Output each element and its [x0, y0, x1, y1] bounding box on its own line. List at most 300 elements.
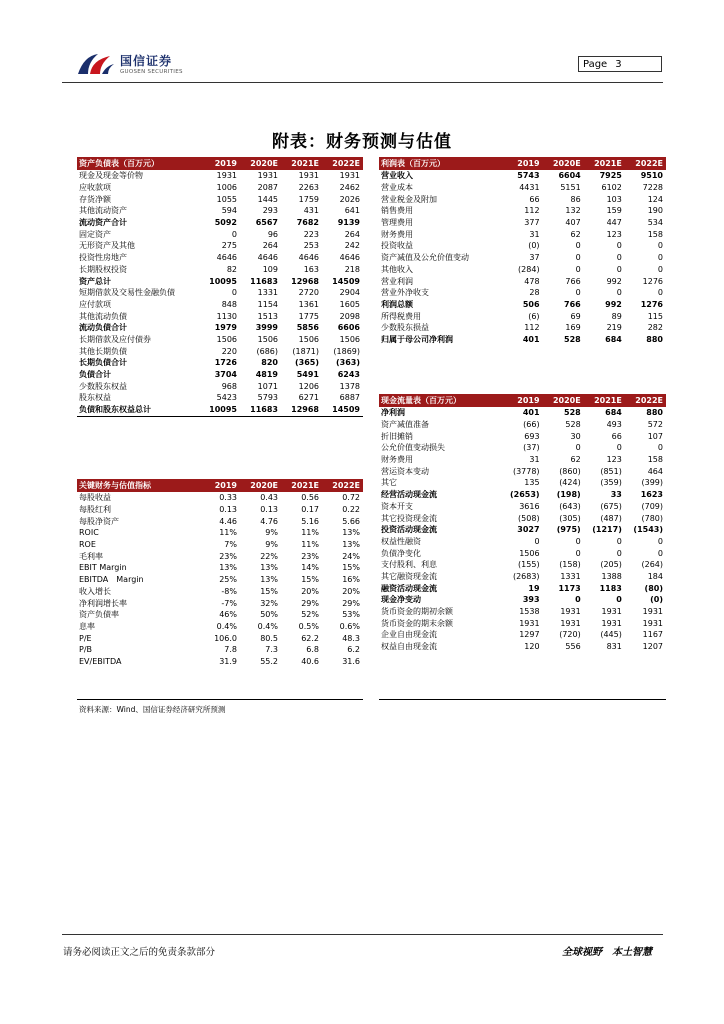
cash-flow-row-label: 负债净变化	[381, 548, 421, 558]
key-metrics-value-cell: 5.16	[301, 516, 319, 526]
cash-flow-value-cell: 1931	[519, 618, 540, 628]
key-metrics-value-cell: 4.76	[260, 516, 278, 526]
balance-sheet-value-cell: 9139	[337, 218, 360, 228]
logo-chinese-name: 国信证券	[120, 54, 173, 68]
cash-flow-value-cell: (508)	[518, 513, 540, 523]
cash-flow-value-cell: 0	[575, 536, 581, 546]
balance-sheet-value-cell: 5092	[214, 218, 237, 228]
income-statement-row-label: 财务费用	[381, 229, 413, 239]
balance-sheet-row	[77, 322, 363, 334]
cash-flow-row	[379, 559, 666, 571]
income-statement-value-cell: 401	[522, 334, 540, 344]
balance-sheet-value-cell: 223	[303, 229, 319, 239]
cash-flow-year-header: 2020E	[543, 394, 584, 407]
cash-flow-row	[379, 501, 666, 513]
income-statement-row	[379, 182, 666, 194]
income-statement-value-cell: 528	[564, 334, 581, 344]
cash-flow-title-cell: 现金流量表（百万元）	[379, 394, 501, 407]
cash-flow-value-cell: (198)	[556, 490, 581, 500]
income-statement-value-cell: 684	[605, 334, 622, 344]
balance-sheet-value-cell: 275	[221, 241, 237, 251]
page-title: 附表：财务预测与估值	[272, 132, 452, 152]
income-statement-value-cell: 992	[606, 276, 622, 286]
key-metrics-header-row	[77, 479, 363, 492]
balance-sheet-value-cell: 6567	[255, 218, 278, 228]
key-metrics-value-cell: 13%	[260, 575, 278, 585]
income-statement-value-cell: 4431	[519, 183, 540, 193]
cash-flow-row-label: 资本开支	[381, 501, 413, 511]
income-statement-value-cell: 37	[529, 253, 540, 263]
page-number: 3	[615, 59, 622, 70]
cash-flow-value-cell: 0	[534, 536, 540, 546]
cash-flow-value-cell: 120	[524, 642, 540, 652]
balance-sheet-value-cell: 1206	[298, 381, 319, 391]
balance-sheet-value-cell: 1726	[214, 358, 237, 368]
balance-sheet-value-cell: 0	[231, 288, 237, 298]
cash-flow-value-cell: 0	[616, 443, 622, 453]
income-statement-table	[379, 157, 666, 345]
key-metrics-value-cell: 62.2	[301, 633, 319, 643]
balance-sheet-value-cell: 2098	[339, 311, 360, 321]
key-metrics-row	[77, 539, 363, 551]
key-metrics-row	[77, 632, 363, 644]
key-metrics-row	[77, 609, 363, 621]
balance-sheet-row	[77, 252, 363, 264]
income-statement-year-header: 2019	[501, 157, 542, 170]
income-statement-value-cell: 159	[606, 206, 622, 216]
income-statement-row-label: 投资收益	[381, 241, 413, 251]
balance-sheet-value-cell: 1759	[298, 194, 319, 204]
key-metrics-value-cell: 15%	[342, 563, 360, 573]
balance-sheet-value-cell: 218	[344, 264, 360, 274]
income-statement-value-cell: 132	[565, 206, 581, 216]
cash-flow-value-cell: (780)	[641, 513, 663, 523]
balance-sheet-value-cell: 2462	[339, 183, 360, 193]
balance-sheet-row	[77, 310, 363, 322]
cash-flow-value-cell: (359)	[600, 478, 622, 488]
income-statement-value-cell: 0	[575, 288, 581, 298]
cash-flow-value-cell: (37)	[523, 443, 540, 453]
key-metrics-row	[77, 597, 363, 609]
key-metrics-value-cell: 13%	[342, 540, 360, 550]
balance-sheet-value-cell: 6887	[339, 393, 360, 403]
cash-flow-value-cell: (851)	[600, 466, 622, 476]
income-statement-value-cell: 190	[647, 206, 663, 216]
key-metrics-value-cell: -7%	[221, 598, 237, 608]
cash-flow-row	[379, 419, 666, 431]
balance-sheet-row	[77, 217, 363, 229]
balance-sheet-value-cell: 0	[231, 229, 237, 239]
key-metrics-value-cell: 0.13	[219, 505, 237, 515]
balance-sheet-value-cell: 220	[221, 346, 237, 356]
balance-sheet-value-cell: (686)	[256, 346, 278, 356]
income-statement-value-cell: 62	[570, 229, 581, 239]
key-metrics-value-cell: -8%	[221, 586, 237, 596]
key-metrics-value-cell: 46%	[219, 610, 237, 620]
cash-flow-value-cell: 19	[528, 583, 540, 593]
balance-sheet-row-label: 其他流动负债	[79, 311, 127, 321]
key-metrics-value-cell: 6.8	[306, 645, 319, 655]
balance-sheet-value-cell: 1331	[257, 288, 278, 298]
balance-sheet-value-cell: 4646	[257, 253, 278, 263]
income-statement-value-cell: 534	[647, 218, 663, 228]
key-metrics-value-cell: 40.6	[301, 656, 319, 666]
cash-flow-value-cell: 1207	[642, 642, 663, 652]
balance-sheet-value-cell: 1506	[257, 334, 278, 344]
cash-flow-value-cell: 1297	[519, 630, 540, 640]
income-statement-value-cell: 219	[606, 323, 622, 333]
cash-flow-value-cell: 393	[522, 595, 540, 605]
key-metrics-value-cell: 53%	[342, 610, 360, 620]
balance-sheet-row	[77, 275, 363, 287]
balance-sheet-row-label: 流动资产合计	[79, 218, 127, 228]
balance-sheet-value-cell: 4646	[339, 253, 360, 263]
income-statement-value-cell: 0	[616, 241, 622, 251]
cash-flow-value-cell: 3616	[519, 501, 540, 511]
balance-sheet-row-label: 固定资产	[79, 229, 111, 239]
key-metrics-value-cell: 0.72	[342, 493, 360, 503]
cash-flow-value-cell: 464	[647, 466, 663, 476]
balance-sheet-value-cell: 242	[344, 241, 360, 251]
company-slogan: 全球视野 本土智慧	[562, 947, 652, 958]
balance-sheet-value-cell: 1931	[298, 171, 319, 181]
income-statement-value-cell: 31	[529, 229, 540, 239]
cash-flow-row	[379, 547, 666, 559]
balance-sheet-value-cell: 968	[221, 381, 237, 391]
key-metrics-row	[77, 515, 363, 527]
balance-sheet-value-cell: 1055	[216, 194, 237, 204]
income-statement-value-cell: (0)	[528, 241, 540, 251]
cash-flow-row	[379, 536, 666, 548]
income-statement-value-cell: 447	[606, 218, 622, 228]
income-statement-value-cell: 992	[605, 299, 622, 309]
income-statement-value-cell: 377	[524, 218, 540, 228]
cash-flow-value-cell: (675)	[600, 501, 622, 511]
balance-sheet-value-cell: 11683	[250, 405, 278, 415]
balance-sheet-bottom-rule	[77, 416, 363, 417]
key-metrics-value-cell: 0.4%	[257, 621, 278, 631]
key-metrics-value-cell: 11%	[301, 540, 319, 550]
cash-flow-row-label: 其它	[381, 478, 397, 488]
balance-sheet-row-label: 现金及现金等价物	[79, 171, 143, 181]
income-statement-value-cell: 1276	[640, 299, 663, 309]
income-statement-value-cell: 115	[647, 311, 663, 321]
balance-sheet-row-label: 长期借款及应付债券	[79, 334, 151, 344]
key-metrics-year-header: 2022E	[322, 479, 363, 492]
balance-sheet-row	[77, 392, 363, 404]
balance-sheet-value-cell: 1506	[339, 334, 360, 344]
balance-sheet-value-cell: 264	[344, 229, 360, 239]
income-statement-row	[379, 275, 666, 287]
disclaimer-note: 请务必阅读正文之后的免责条款部分	[63, 947, 216, 958]
key-metrics-row	[77, 550, 363, 562]
cash-flow-value-cell: 1173	[558, 583, 581, 593]
cash-flow-value-cell: 1388	[601, 571, 622, 581]
balance-sheet-value-cell: 3704	[214, 370, 237, 380]
cash-flow-value-cell: (643)	[559, 501, 581, 511]
balance-sheet-value-cell: 14509	[332, 276, 360, 286]
cash-flow-value-cell: (424)	[559, 478, 581, 488]
income-statement-row	[379, 170, 666, 182]
cash-flow-row-label: 货币资金的期初余额	[381, 607, 453, 617]
key-metrics-value-cell: 15%	[301, 575, 319, 585]
key-metrics-value-cell: 13%	[219, 563, 237, 573]
balance-sheet-value-cell: (1869)	[333, 346, 360, 356]
page-label: Page	[583, 59, 608, 70]
income-statement-year-header: 2020E	[543, 157, 584, 170]
income-statement-row	[379, 240, 666, 252]
balance-sheet-value-cell: 5856	[296, 323, 319, 333]
key-metrics-row-label: 每股红利	[79, 505, 111, 515]
key-metrics-row	[77, 527, 363, 539]
balance-sheet-value-cell: (365)	[294, 358, 319, 368]
key-metrics-value-cell: 23%	[301, 551, 319, 561]
balance-sheet-value-cell: 1445	[257, 194, 278, 204]
balance-sheet-row-label: 长期股权投资	[79, 264, 127, 274]
balance-sheet-row-label: 存货净额	[79, 194, 111, 204]
cash-flow-value-cell: 123	[606, 455, 622, 465]
balance-sheet-value-cell: 7682	[296, 218, 319, 228]
balance-sheet-value-cell: 2087	[257, 183, 278, 193]
key-metrics-value-cell: 29%	[342, 598, 360, 608]
cash-flow-row	[379, 430, 666, 442]
income-statement-row-label: 归属于母公司净利润	[381, 334, 453, 344]
cash-flow-value-cell: (66)	[523, 420, 540, 430]
key-metrics-row-label: 息率	[79, 621, 95, 631]
balance-sheet-row-label: 无形资产及其他	[79, 241, 135, 251]
cash-flow-value-cell: (264)	[641, 560, 663, 570]
cash-flow-value-cell: (1543)	[633, 525, 663, 535]
income-statement-value-cell: 6604	[558, 171, 581, 181]
balance-sheet-value-cell: 1006	[216, 183, 237, 193]
income-statement-row	[379, 299, 666, 311]
cash-flow-value-cell: 158	[647, 455, 663, 465]
cash-flow-row	[379, 512, 666, 524]
cash-flow-row	[379, 617, 666, 629]
key-metrics-value-cell: 23%	[219, 551, 237, 561]
income-statement-value-cell: 1276	[642, 276, 663, 286]
cash-flow-row-label: 货币资金的期末余额	[381, 618, 453, 628]
cash-flow-value-cell: 31	[529, 455, 540, 465]
cash-flow-value-cell: (2653)	[509, 490, 540, 500]
cash-flow-row	[379, 489, 666, 501]
key-metrics-value-cell: 4.46	[219, 516, 237, 526]
income-statement-row-label: 利润总额	[381, 299, 413, 309]
key-metrics-value-cell: 0.17	[301, 505, 319, 515]
balance-sheet-value-cell: 1506	[216, 334, 237, 344]
balance-sheet-row-label: 流动负债合计	[79, 323, 127, 333]
key-metrics-row-label: P/B	[79, 645, 93, 655]
income-statement-row	[379, 310, 666, 322]
balance-sheet-value-cell: 2904	[339, 288, 360, 298]
cash-flow-value-cell: 0	[575, 443, 581, 453]
income-statement-row-label: 管理费用	[381, 218, 413, 228]
cash-flow-value-cell: 1931	[560, 618, 581, 628]
balance-sheet-value-cell: 641	[344, 206, 360, 216]
income-statement-value-cell: 0	[616, 253, 622, 263]
cash-flow-value-cell: (399)	[641, 478, 663, 488]
cash-flow-value-cell: 572	[647, 420, 663, 430]
header-divider	[62, 82, 663, 83]
cash-flow-value-cell: (1217)	[592, 525, 622, 535]
cash-flow-row-label: 其它投资现金流	[381, 513, 437, 523]
income-statement-row-label: 销售费用	[381, 206, 413, 216]
balance-sheet-row-label: 短期借款及交易性金融负债	[79, 288, 175, 298]
balance-sheet-row	[77, 404, 363, 416]
cash-flow-year-header: 2021E	[584, 394, 625, 407]
key-metrics-value-cell: 22%	[260, 551, 278, 561]
income-statement-value-cell: 506	[522, 299, 540, 309]
key-metrics-value-cell: 7%	[224, 540, 237, 550]
balance-sheet-row	[77, 228, 363, 240]
cash-flow-row-label: 财务费用	[381, 455, 413, 465]
key-metrics-value-cell: 9%	[265, 540, 278, 550]
key-metrics-value-cell: 106.0	[214, 633, 237, 643]
balance-sheet-row	[77, 369, 363, 381]
key-metrics-title-cell: 关键财务与估值指标	[77, 479, 199, 492]
key-metrics-value-cell: 7.8	[224, 645, 237, 655]
income-statement-value-cell: 9510	[640, 171, 663, 181]
key-metrics-value-cell: 11%	[301, 528, 319, 538]
key-metrics-row-label: EV/EBITDA	[79, 656, 122, 666]
cash-flow-value-cell: 831	[606, 642, 622, 652]
income-statement-value-cell: 86	[570, 194, 581, 204]
cash-flow-value-cell: 0	[575, 595, 581, 605]
key-metrics-value-cell: 0.13	[260, 505, 278, 515]
cash-flow-row-label: 营运资本变动	[381, 466, 429, 476]
key-metrics-value-cell: 25%	[219, 575, 237, 585]
income-statement-value-cell: 7925	[599, 171, 622, 181]
balance-sheet-title-cell: 资产负债表（百万元）	[77, 157, 199, 170]
key-metrics-year-header: 2019	[199, 479, 240, 492]
cash-flow-value-cell: 1623	[640, 490, 663, 500]
cash-flow-bottom-rule	[379, 699, 666, 700]
balance-sheet-row	[77, 240, 363, 252]
cash-flow-value-cell: 33	[610, 490, 622, 500]
balance-sheet-row-label: 负债合计	[79, 370, 111, 380]
key-metrics-row-label: 每股收益	[79, 493, 111, 503]
income-statement-value-cell: (6)	[528, 311, 540, 321]
cash-flow-value-cell: 30	[570, 431, 581, 441]
cash-flow-value-cell: (2683)	[512, 571, 540, 581]
cash-flow-value-cell: (720)	[559, 630, 581, 640]
cash-flow-value-cell: (0)	[650, 595, 663, 605]
balance-sheet-value-cell: 253	[303, 241, 319, 251]
key-metrics-row	[77, 586, 363, 598]
key-metrics-value-cell: 15%	[260, 586, 278, 596]
cash-flow-row-label: 其它融资现金流	[381, 571, 437, 581]
key-metrics-value-cell: 0.22	[342, 505, 360, 515]
cash-flow-row-label: 资产减值准备	[381, 420, 429, 430]
key-metrics-row-label: EBIT Margin	[79, 563, 127, 573]
cash-flow-row-label: 净利润	[381, 408, 405, 418]
balance-sheet-value-cell: 163	[303, 264, 319, 274]
key-metrics-table	[77, 479, 363, 667]
key-metrics-bottom-rule	[77, 699, 363, 700]
income-statement-row	[379, 193, 666, 205]
cash-flow-value-cell: 1331	[560, 571, 581, 581]
balance-sheet-value-cell: 6606	[337, 323, 360, 333]
balance-sheet-row	[77, 345, 363, 357]
cash-flow-row	[379, 465, 666, 477]
cash-flow-value-cell: 184	[647, 571, 663, 581]
balance-sheet-value-cell: 11683	[250, 276, 278, 286]
income-statement-value-cell: 5743	[517, 171, 540, 181]
page-indicator	[578, 56, 662, 72]
key-metrics-value-cell: 0.56	[301, 493, 319, 503]
key-metrics-value-cell: 20%	[342, 586, 360, 596]
cash-flow-value-cell: 0	[657, 536, 663, 546]
balance-sheet-value-cell: 1605	[339, 299, 360, 309]
cash-flow-value-cell: (445)	[600, 630, 622, 640]
income-statement-value-cell: 766	[564, 299, 581, 309]
balance-sheet-value-cell: 2026	[339, 194, 360, 204]
income-statement-value-cell: 0	[616, 288, 622, 298]
key-metrics-row-label: ROE	[79, 540, 96, 550]
income-statement-value-cell: 6102	[601, 183, 622, 193]
key-metrics-value-cell: 24%	[342, 551, 360, 561]
cash-flow-value-cell: (80)	[644, 583, 663, 593]
cash-flow-row-label: 投资活动现金流	[381, 525, 437, 535]
balance-sheet-value-cell: 848	[221, 299, 237, 309]
cash-flow-row	[379, 629, 666, 641]
cash-flow-row-label: 经营活动现金流	[381, 490, 437, 500]
balance-sheet-value-cell: 431	[303, 206, 319, 216]
key-metrics-row	[77, 562, 363, 574]
key-metrics-row	[77, 621, 363, 633]
balance-sheet-value-cell: 1979	[214, 323, 237, 333]
key-metrics-value-cell: 16%	[342, 575, 360, 585]
key-metrics-row	[77, 644, 363, 656]
cash-flow-row-label: 企业自由现金流	[381, 630, 437, 640]
income-statement-value-cell: 7228	[642, 183, 663, 193]
balance-sheet-table	[77, 157, 363, 415]
key-metrics-value-cell: 13%	[260, 563, 278, 573]
income-statement-value-cell: 0	[657, 288, 663, 298]
balance-sheet-row-label: 其他长期负债	[79, 346, 127, 356]
key-metrics-value-cell: 14%	[301, 563, 319, 573]
cash-flow-row	[379, 582, 666, 594]
balance-sheet-value-cell: 1931	[216, 171, 237, 181]
income-statement-value-cell: 69	[570, 311, 581, 321]
cash-flow-value-cell: 0	[616, 595, 622, 605]
cash-flow-value-cell: 0	[657, 548, 663, 558]
balance-sheet-value-cell: 10095	[209, 405, 237, 415]
cash-flow-value-cell: 1506	[519, 548, 540, 558]
income-statement-value-cell: 0	[575, 241, 581, 251]
logo-english-name: GUOSEN SECURITIES	[120, 69, 183, 75]
balance-sheet-year-header: 2022E	[322, 157, 363, 170]
balance-sheet-value-cell: 1775	[298, 311, 319, 321]
balance-sheet-row	[77, 334, 363, 346]
cash-flow-row	[379, 524, 666, 536]
cash-flow-value-cell: 0	[616, 548, 622, 558]
income-statement-row-label: 营业成本	[381, 183, 413, 193]
key-metrics-row-label: EBITDA Margin	[79, 575, 144, 585]
cash-flow-value-cell: 1931	[560, 607, 581, 617]
cash-flow-row	[379, 606, 666, 618]
cash-flow-year-header: 2022E	[625, 394, 666, 407]
income-statement-year-header: 2021E	[584, 157, 625, 170]
cash-flow-row-label: 权益自由现金流	[381, 642, 437, 652]
income-statement-value-cell: 66	[529, 194, 540, 204]
balance-sheet-value-cell: 96	[267, 229, 278, 239]
income-statement-row-label: 资产减值及公允价值变动	[381, 253, 469, 263]
cash-flow-row	[379, 594, 666, 606]
key-metrics-value-cell: 0.4%	[216, 621, 237, 631]
balance-sheet-row	[77, 170, 363, 182]
balance-sheet-value-cell: (363)	[335, 358, 360, 368]
